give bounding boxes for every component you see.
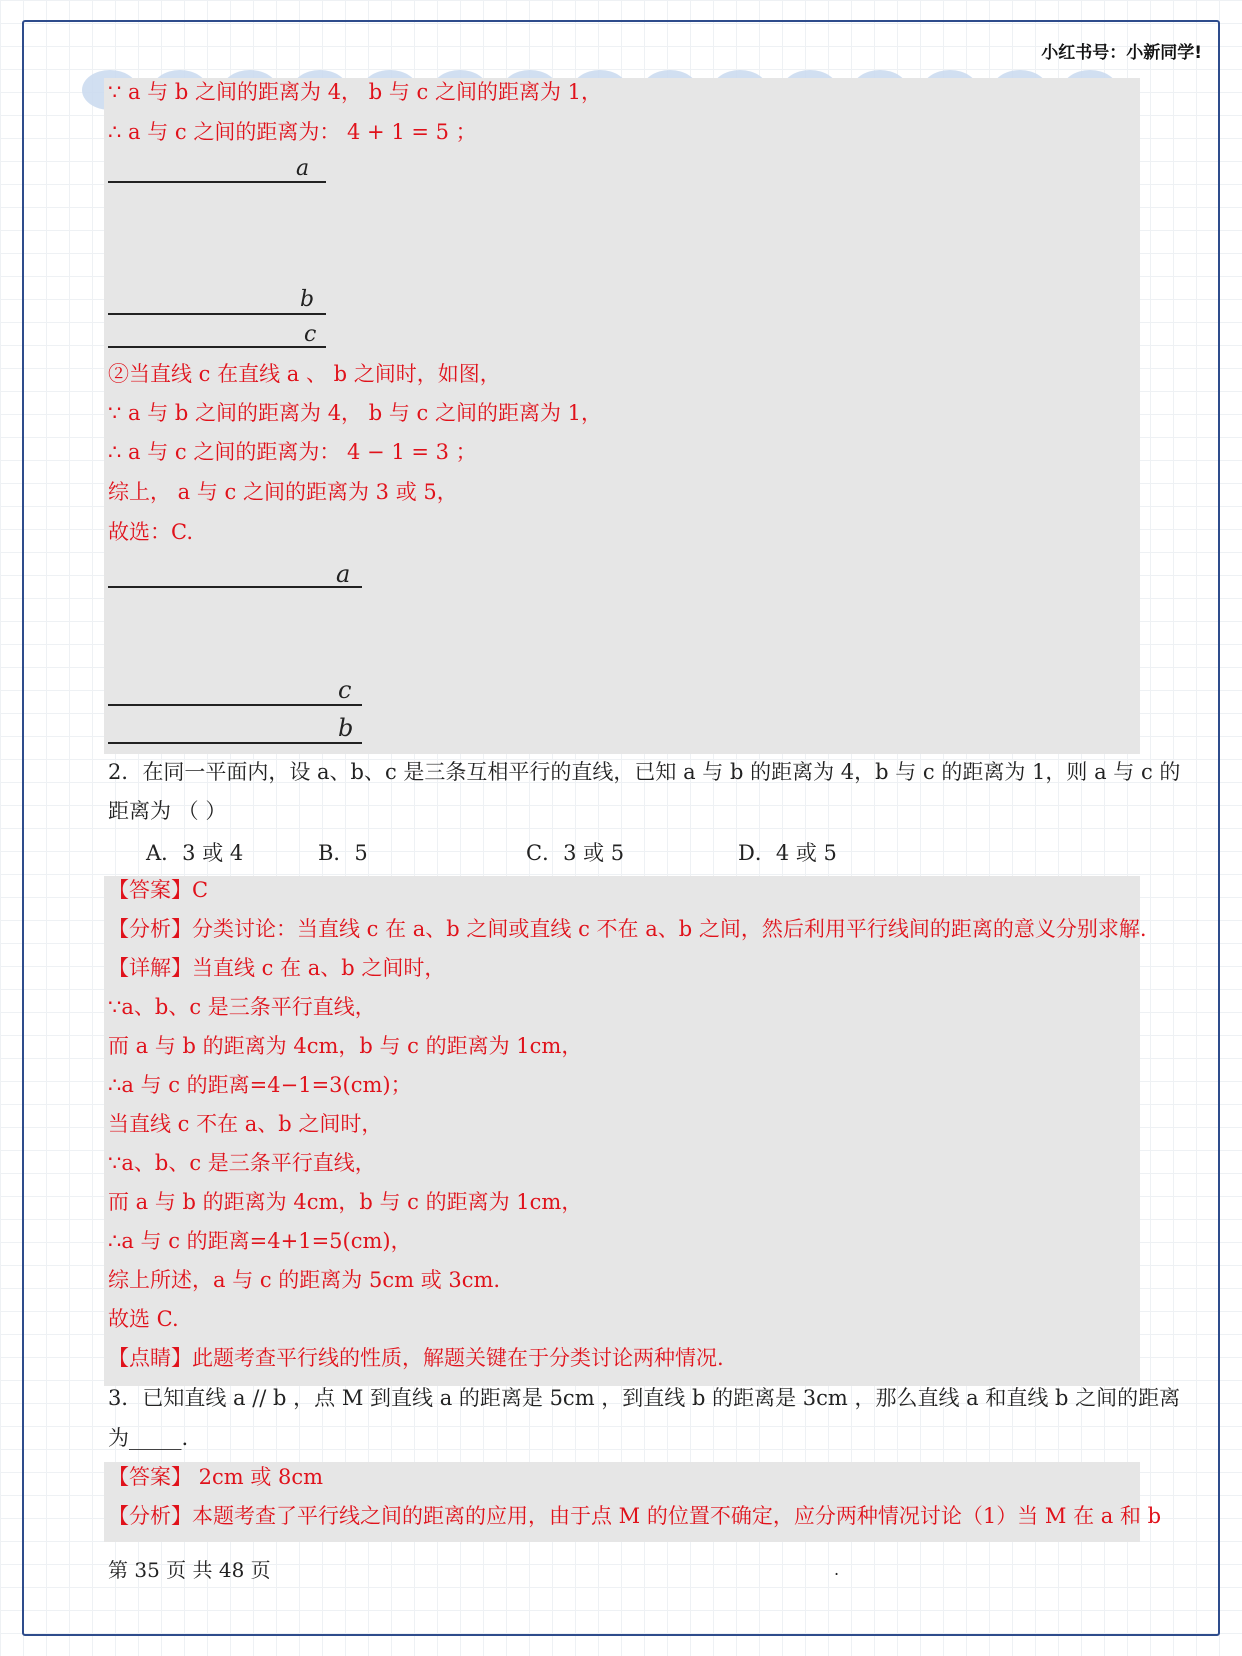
text-line: ∴ a 与 c 之间的距离为： 4 − 1 = 3 ； <box>108 440 477 464</box>
text-line: ∵ a 与 b 之间的距离为 4， b 与 c 之间的距离为 1， <box>108 401 603 425</box>
option-d: D．4 或 5 <box>738 841 837 865</box>
text-line: 故选：C. <box>108 520 193 544</box>
detail-line: 【点睛】此题考查平行线的性质，解题关键在于分类讨论两种情况. <box>108 1346 724 1370</box>
parallel-line-c <box>108 704 362 706</box>
option-c: C．3 或 5 <box>526 841 625 865</box>
option-a: A．3 或 4 <box>146 841 244 865</box>
line-label-c: c <box>304 322 317 347</box>
option-b: B．5 <box>318 841 368 865</box>
text-line: ②当直线 c 在直线 a 、 b 之间时，如图， <box>108 362 501 386</box>
parallel-line-a <box>108 181 326 183</box>
detail-line: ∴a 与 c 的距离=4+1=5(cm)， <box>108 1229 412 1253</box>
parallel-line-a <box>108 586 362 588</box>
answer-line: 【答案】C <box>108 878 209 902</box>
line-label-c: c <box>338 676 352 704</box>
analysis-line: 【分析】本题考查了平行线之间的距离的应用，由于点 M 的位置不确定，应分两种情况讨论（1）当 M 在 a 和 b <box>108 1504 1162 1528</box>
question-stem: 为_____. <box>108 1426 189 1450</box>
detail-line: 当直线 c 不在 a、b 之间时， <box>108 1112 383 1136</box>
detail-line: 综上所述，a 与 c 的距离为 5cm 或 3cm. <box>108 1268 501 1292</box>
answer-line: 【答案】 2cm 或 8cm <box>108 1465 324 1489</box>
line-label-a: a <box>296 156 310 181</box>
parallel-line-b <box>108 313 326 315</box>
question-stem: 3．已知直线 a // b ，点 M 到直线 a 的距离是 5cm ，到直线 b 的距离是 3cm ，那么直线 a 和直线 b 之间的距离 <box>108 1386 1181 1410</box>
text-line: 综上， a 与 c 之间的距离为 3 或 5， <box>108 480 458 504</box>
text-line: ∵ a 与 b 之间的距离为 4， b 与 c 之间的距离为 1， <box>108 80 603 104</box>
text-line: ∴ a 与 c 之间的距离为： 4 + 1 = 5 ； <box>108 120 477 144</box>
question-stem: 距离为 （ ） <box>108 799 227 823</box>
watermark: 小红书号：小新同学! <box>1041 43 1202 63</box>
detail-line: ∵a、b、c 是三条平行直线， <box>108 995 376 1019</box>
detail-line: ∵a、b、c 是三条平行直线， <box>108 1151 376 1175</box>
question-stem: 2．在同一平面内，设 a、b、c 是三条互相平行的直线，已知 a 与 b 的距离为 4，b 与 c 的距离为 1，则 a 与 c 的 <box>108 760 1181 784</box>
line-label-b: b <box>300 287 315 312</box>
footer-dot: . <box>834 1560 840 1579</box>
detail-line: 而 a 与 b 的距离为 4cm，b 与 c 的距离为 1cm， <box>108 1034 583 1058</box>
parallel-line-b <box>108 742 362 744</box>
page-number: 第 35 页 共 48 页 <box>108 1558 271 1582</box>
detail-line: 故选 C. <box>108 1307 179 1331</box>
parallel-line-c <box>108 346 326 348</box>
detail-line: 【详解】当直线 c 在 a、b 之间时， <box>108 956 446 980</box>
line-label-b: b <box>338 714 354 742</box>
analysis-line: 【分析】分类讨论：当直线 c 在 a、b 之间或直线 c 不在 a、b 之间，然后利用平行线间的距离的意义分别求解. <box>108 917 1147 941</box>
line-label-a: a <box>336 560 351 588</box>
detail-line: ∴a 与 c 的距离=4−1=3(cm)； <box>108 1073 412 1097</box>
detail-line: 而 a 与 b 的距离为 4cm，b 与 c 的距离为 1cm， <box>108 1190 583 1214</box>
